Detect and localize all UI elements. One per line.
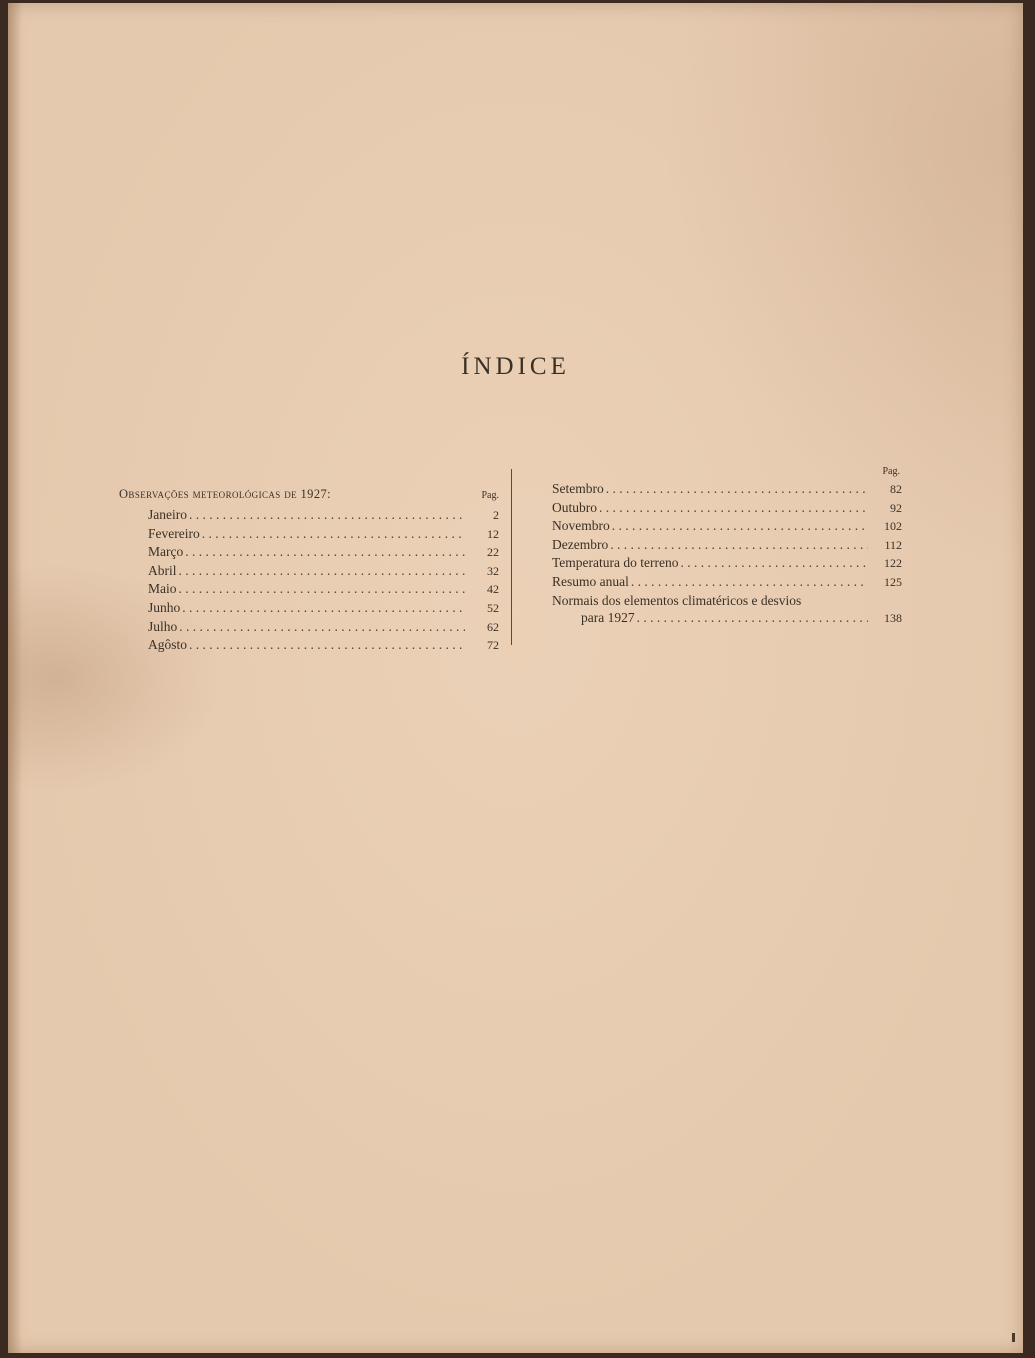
index-entry-junho: [119, 599, 499, 618]
dot-leader: [604, 480, 868, 498]
dot-leader: [679, 554, 869, 572]
entry-label: Agôsto: [148, 637, 188, 653]
dot-leader: [187, 636, 465, 654]
dot-leader: [597, 499, 868, 517]
dot-leader: [635, 609, 868, 627]
dot-leader: [200, 525, 465, 543]
index-entry-janeiro: [119, 506, 499, 525]
entry-label-line2: para 1927: [581, 610, 635, 626]
dot-leader: [177, 562, 466, 580]
dot-leader: [177, 580, 466, 598]
entry-page: 125: [884, 574, 902, 589]
entry-label: Abril: [148, 562, 177, 578]
index-entry-resumo-anual: [552, 573, 902, 592]
index-entry-novembro: [552, 517, 902, 536]
entry-page: 138: [884, 611, 902, 626]
entry-label: Janeiro: [148, 507, 187, 522]
index-entry-abril: [119, 562, 499, 581]
page: [8, 3, 1023, 1353]
entry-page: 72: [487, 638, 499, 653]
entry-label: Maio: [148, 581, 177, 597]
entry-label: Novembro: [552, 518, 610, 534]
dot-leader: [187, 506, 465, 524]
entry-label: Outubro: [552, 499, 597, 515]
dot-leader: [610, 517, 868, 535]
index-entry-temperatura-do-terreno: [552, 554, 902, 573]
dot-leader: [177, 618, 465, 636]
entry-page: 12: [487, 526, 499, 541]
page-column-label: Pag.: [882, 466, 900, 477]
dot-leader: [629, 573, 868, 591]
entry-page: 82: [890, 482, 902, 496]
entry-label: Fevereiro: [148, 525, 200, 541]
entry-page: 112: [884, 537, 902, 552]
index-entry-agosto: [119, 636, 499, 655]
index-entry-julho: [119, 618, 499, 637]
entry-label: Setembro: [552, 481, 604, 496]
binding-mark: [1012, 1333, 1015, 1342]
section-title: Observações meteorológicas de 1927:: [119, 487, 332, 501]
index-entry-maio: [119, 580, 499, 599]
index-entry-marco: [119, 543, 499, 562]
entry-label: Março: [148, 544, 184, 560]
index-entry-outubro: [552, 499, 902, 518]
entry-label: Julho: [148, 618, 178, 634]
index-entry-dezembro: [552, 536, 902, 555]
entry-label: Dezembro: [552, 536, 609, 552]
entry-page: 122: [884, 556, 902, 571]
entry-page: 52: [487, 600, 499, 615]
dot-leader: [180, 599, 465, 617]
entry-label-line1: Normais dos elementos climatéricos e desvios: [552, 592, 802, 608]
column-divider: [511, 469, 512, 645]
entry-page: 62: [487, 619, 499, 634]
entry-page: 22: [487, 545, 499, 560]
entry-label: Temperatura do terreno: [552, 555, 679, 571]
entry-page: 92: [890, 500, 902, 515]
entry-page: 32: [487, 563, 499, 578]
index-column-right: [552, 463, 902, 628]
entry-page: 42: [487, 582, 499, 597]
dot-leader: [183, 543, 465, 561]
entry-label: Junho: [148, 599, 181, 615]
entry-continuation: [552, 609, 902, 628]
page-edge-shadow: [8, 3, 22, 1353]
entry-page: 102: [884, 519, 902, 534]
dot-leader: [608, 536, 868, 554]
index-entry-normais: [552, 592, 902, 628]
index-entry-setembro: [552, 480, 902, 499]
entry-page: 2: [493, 508, 499, 522]
index-column-left: [119, 486, 499, 655]
section-header: [119, 486, 499, 506]
page-title: ÍNDICE: [461, 353, 570, 380]
page-column-label: Pag.: [481, 490, 499, 501]
index-entry-fevereiro: [119, 525, 499, 544]
entry-label: Resumo anual: [552, 573, 629, 589]
